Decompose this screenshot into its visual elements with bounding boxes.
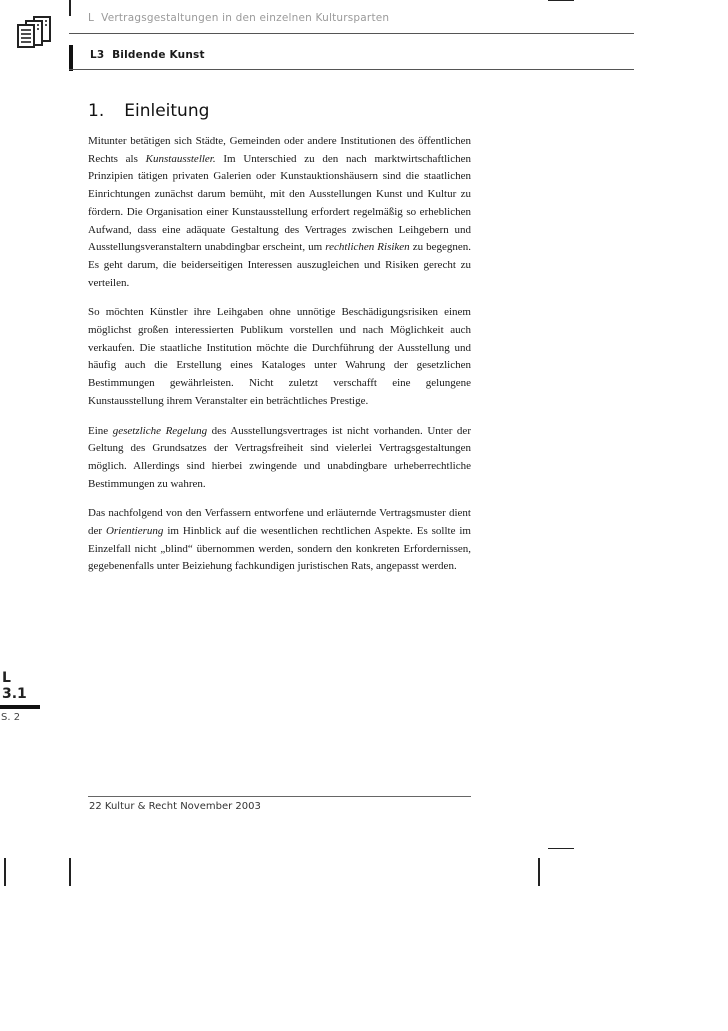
side-tab-letter: L xyxy=(2,670,11,686)
section-heading xyxy=(88,101,209,121)
crop-mark-bottom-center-left xyxy=(69,858,71,886)
side-tab xyxy=(0,670,44,723)
header-rule-bottom xyxy=(69,69,634,70)
footer-rule xyxy=(88,796,471,797)
body-text xyxy=(88,133,471,588)
side-tab-rule xyxy=(0,705,40,709)
paragraph-3: Eine gesetzliche Regelung des Ausstellungsvertrages ist nicht vorhanden. Unter der Geltung des Grundsatzes der Vertragsfreiheit sind vielerlei Vertragsgestaltungen möglich. Allerdings sind hierbei zwingende und unabdingbare urheberrechtliche Bestimmungen zu wahren. xyxy=(88,424,471,490)
header-rule-top xyxy=(69,33,634,34)
paragraph-4: Das nachfolgend von den Verfassern entworfene und erläuternde Vertragsmuster dient der Orientierung im Hinblick auf die wesentlichen rechtlichen Aspekte. Es sollte im Einzelfall nicht „blind“ übernommen werden, sondern den konkreten Erfordernissen, gegebenenfalls unter Beiziehung fachkundigen juristischen Rats, angepasst werden. xyxy=(88,507,471,573)
heading-number: 1. xyxy=(88,101,105,121)
paragraph-1: Mitunter betätigen sich Städte, Gemeinden oder andere Institutionen des öffentlichen Rechts als Kunstaussteller. Im Unterschied zu den nach marktwirtschaftlichen Prinzipien tätigen privaten Galerien oder Kunstauktionshäusern sind die staatlichen Einrichtungen zunächst darum bemüht, mit den Ausstellungen Kunst und Kultur zu fördern. Die Organisation einer Kunstausstellung erfordert regelmäßig so erheblichen Aufwand, dass eine adäquate Gestaltung des Vertrages zwischen Leihgebern und Ausstellungsveranstaltern unabdingbar erscheint, um rechtlichen Risiken zu begegnen. Es geht darum, die beiderseitigen Interessen auszugleichen und Risiken gerecht zu verteilen. xyxy=(88,135,472,289)
footer-text: 22 Kultur & Recht November 2003 xyxy=(89,801,261,812)
crop-mark-top-right xyxy=(548,0,574,1)
side-tab-number: 3.1 xyxy=(2,686,27,702)
crop-mark-bottom-left xyxy=(4,858,6,886)
crop-mark-bottom-right xyxy=(538,858,540,886)
chapter-header: L Vertragsgestaltungen in den einzelnen Kultursparten xyxy=(88,12,390,24)
crop-mark-bottom-right-h xyxy=(548,848,574,849)
paragraph-2: So möchten Künstler ihre Leihgaben ohne unnötige Beschädigungsrisiken einem möglichst großen interessierten Publikum vorstellen und nach Möglichkeit auch verkaufen. Die staatliche Institution möchte die Durchführung der Ausstellung und häufig auch die Erstellung eines Kataloges unter Wahrung der gesetzlichen Bestimmungen gewährleisten. Nicht zuletzt verschafft eine gelungene Kunstausstellung ihrem Veranstalter ein beträchtliches Prestige. xyxy=(88,306,471,407)
section-header: L3 Bildende Kunst xyxy=(90,49,205,61)
heading-title: Einleitung xyxy=(124,101,210,121)
document-stack-icon xyxy=(14,15,56,49)
header-vertical-bar xyxy=(69,0,71,16)
section-marker-bar xyxy=(69,45,73,71)
side-tab-page: S. 2 xyxy=(1,712,21,723)
